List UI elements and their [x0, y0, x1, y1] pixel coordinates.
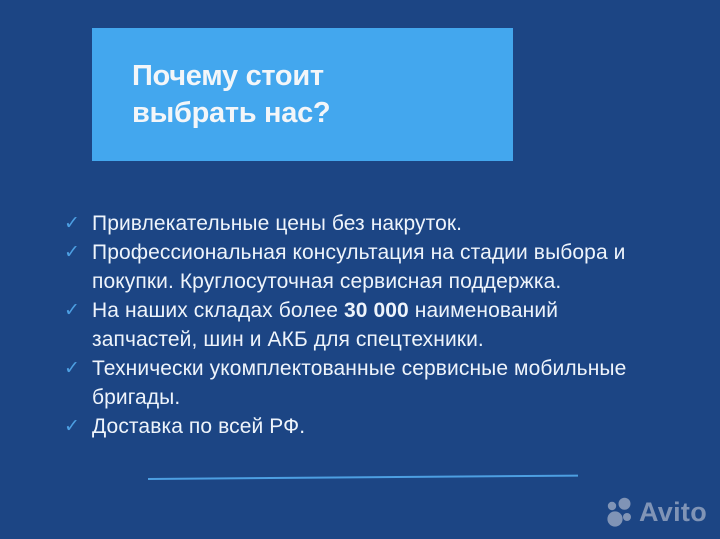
list-item-text: Привлекательные цены без накруток. — [92, 212, 463, 235]
avito-wordmark: Avito — [639, 497, 707, 527]
title-line-2: выбрать нас? — [132, 96, 331, 129]
list-item-text: Доставка по всей РФ. — [92, 415, 306, 438]
check-icon: ✓ — [64, 242, 80, 263]
check-icon: ✓ — [64, 213, 80, 234]
page-title — [92, 58, 330, 132]
list-item — [64, 296, 684, 354]
avito-logo — [605, 497, 707, 527]
list-item-text: Профессиональная консультация на стадии выбора и покупки. Круглосуточная сервисная поддержка. — [92, 241, 626, 293]
list-item-text: Технически укомплектованные сервисные мобильные бригады. — [92, 357, 627, 409]
check-icon: ✓ — [64, 358, 80, 379]
check-icon: ✓ — [64, 416, 80, 437]
list-item — [64, 209, 684, 238]
list-item — [64, 354, 684, 412]
benefits-list — [64, 209, 684, 441]
divider-line — [148, 475, 578, 480]
header-box — [92, 28, 513, 161]
list-item — [64, 412, 684, 441]
title-line-1: Почему стоит — [132, 59, 324, 92]
list-item — [64, 238, 684, 296]
list-item-text: На наших складах более 30 000 наименований запчастей, шин и АКБ для спецтехники. — [92, 299, 559, 351]
check-icon: ✓ — [64, 300, 80, 321]
avito-mark-icon — [605, 497, 635, 527]
